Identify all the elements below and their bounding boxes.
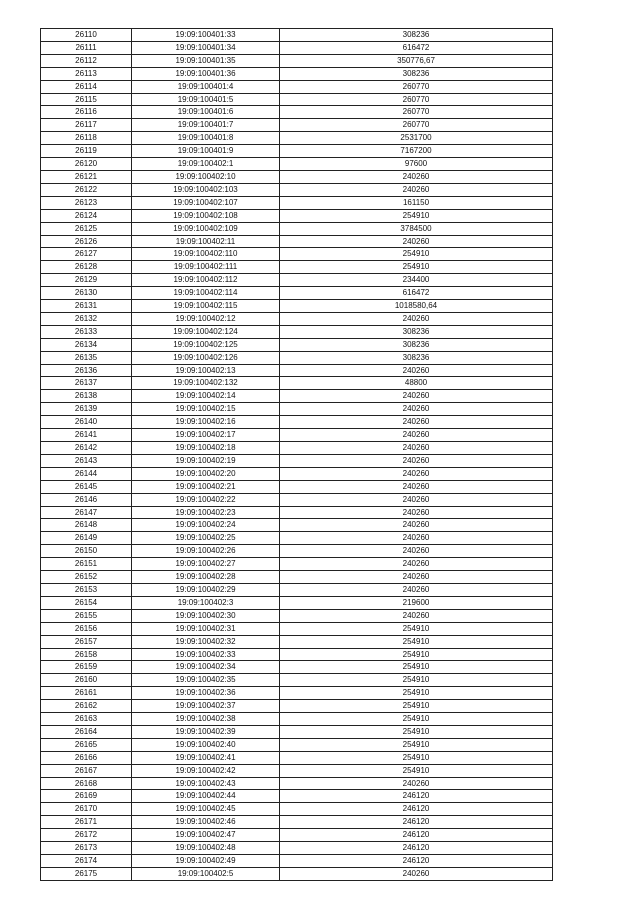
row-number-cell: 26115 <box>41 93 132 106</box>
table-row <box>41 713 553 726</box>
value-cell: 240260 <box>280 403 553 416</box>
value-cell: 240260 <box>280 183 553 196</box>
table-row <box>41 661 553 674</box>
row-number-cell: 26150 <box>41 545 132 558</box>
row-number-cell: 26151 <box>41 558 132 571</box>
cadastral-number-cell: 19:09:100402:34 <box>132 661 280 674</box>
value-cell: 308236 <box>280 325 553 338</box>
table-body <box>41 29 553 881</box>
row-number-cell: 26113 <box>41 67 132 80</box>
table-row <box>41 300 553 313</box>
cadastral-number-cell: 19:09:100402:36 <box>132 687 280 700</box>
table-row <box>41 377 553 390</box>
table-row <box>41 493 553 506</box>
table-row <box>41 648 553 661</box>
cadastral-number-cell: 19:09:100402:124 <box>132 325 280 338</box>
row-number-cell: 26137 <box>41 377 132 390</box>
cadastral-number-cell: 19:09:100402:19 <box>132 454 280 467</box>
row-number-cell: 26166 <box>41 751 132 764</box>
value-cell: 240260 <box>280 506 553 519</box>
row-number-cell: 26129 <box>41 274 132 287</box>
cadastral-number-cell: 19:09:100402:110 <box>132 248 280 261</box>
table-row <box>41 41 553 54</box>
value-cell: 240260 <box>280 867 553 880</box>
value-cell: 240260 <box>280 467 553 480</box>
row-number-cell: 26118 <box>41 132 132 145</box>
table-row <box>41 532 553 545</box>
value-cell: 254910 <box>280 725 553 738</box>
cadastral-number-cell: 19:09:100402:13 <box>132 364 280 377</box>
cadastral-number-cell: 19:09:100402:26 <box>132 545 280 558</box>
row-number-cell: 26162 <box>41 700 132 713</box>
table-row <box>41 106 553 119</box>
row-number-cell: 26171 <box>41 816 132 829</box>
cadastral-number-cell: 19:09:100402:42 <box>132 764 280 777</box>
cadastral-number-cell: 19:09:100401:35 <box>132 54 280 67</box>
cadastral-number-cell: 19:09:100402:108 <box>132 209 280 222</box>
table-row <box>41 506 553 519</box>
value-cell: 240260 <box>280 364 553 377</box>
row-number-cell: 26136 <box>41 364 132 377</box>
row-number-cell: 26149 <box>41 532 132 545</box>
row-number-cell: 26173 <box>41 842 132 855</box>
table-row <box>41 519 553 532</box>
table-row <box>41 145 553 158</box>
table-row <box>41 261 553 274</box>
cadastral-number-cell: 19:09:100402:25 <box>132 532 280 545</box>
value-cell: 1018580,64 <box>280 300 553 313</box>
row-number-cell: 26167 <box>41 764 132 777</box>
value-cell: 308236 <box>280 338 553 351</box>
table-row <box>41 67 553 80</box>
row-number-cell: 26168 <box>41 777 132 790</box>
value-cell: 97600 <box>280 158 553 171</box>
row-number-cell: 26114 <box>41 80 132 93</box>
table-row <box>41 764 553 777</box>
table-row <box>41 829 553 842</box>
value-cell: 254910 <box>280 700 553 713</box>
cadastral-number-cell: 19:09:100402:33 <box>132 648 280 661</box>
table-row <box>41 867 553 880</box>
row-number-cell: 26148 <box>41 519 132 532</box>
value-cell: 246120 <box>280 816 553 829</box>
cadastral-number-cell: 19:09:100402:47 <box>132 829 280 842</box>
table-row <box>41 429 553 442</box>
table-row <box>41 687 553 700</box>
cadastral-number-cell: 19:09:100402:111 <box>132 261 280 274</box>
value-cell: 260770 <box>280 119 553 132</box>
row-number-cell: 26127 <box>41 248 132 261</box>
table-row <box>41 93 553 106</box>
table-row <box>41 183 553 196</box>
row-number-cell: 26142 <box>41 442 132 455</box>
row-number-cell: 26143 <box>41 454 132 467</box>
row-number-cell: 26130 <box>41 287 132 300</box>
cadastral-number-cell: 19:09:100402:37 <box>132 700 280 713</box>
row-number-cell: 26161 <box>41 687 132 700</box>
cadastral-number-cell: 19:09:100402:22 <box>132 493 280 506</box>
table-row <box>41 777 553 790</box>
row-number-cell: 26124 <box>41 209 132 222</box>
value-cell: 240260 <box>280 558 553 571</box>
table-row <box>41 480 553 493</box>
value-cell: 246120 <box>280 829 553 842</box>
value-cell: 254910 <box>280 648 553 661</box>
value-cell: 246120 <box>280 842 553 855</box>
table-row <box>41 442 553 455</box>
cadastral-number-cell: 19:09:100402:18 <box>132 442 280 455</box>
row-number-cell: 26131 <box>41 300 132 313</box>
table-row <box>41 29 553 42</box>
value-cell: 246120 <box>280 790 553 803</box>
value-cell: 7167200 <box>280 145 553 158</box>
cadastral-number-cell: 19:09:100402:5 <box>132 867 280 880</box>
cadastral-number-cell: 19:09:100402:49 <box>132 855 280 868</box>
table-row <box>41 158 553 171</box>
cadastral-number-cell: 19:09:100402:112 <box>132 274 280 287</box>
table-row <box>41 622 553 635</box>
row-number-cell: 26119 <box>41 145 132 158</box>
cadastral-number-cell: 19:09:100402:21 <box>132 480 280 493</box>
table-row <box>41 390 553 403</box>
cadastral-number-cell: 19:09:100401:33 <box>132 29 280 42</box>
cadastral-number-cell: 19:09:100402:125 <box>132 338 280 351</box>
row-number-cell: 26120 <box>41 158 132 171</box>
value-cell: 260770 <box>280 80 553 93</box>
cadastral-number-cell: 19:09:100401:4 <box>132 80 280 93</box>
value-cell: 240260 <box>280 454 553 467</box>
cadastral-number-cell: 19:09:100402:12 <box>132 312 280 325</box>
row-number-cell: 26156 <box>41 622 132 635</box>
value-cell: 616472 <box>280 287 553 300</box>
cadastral-number-cell: 19:09:100401:5 <box>132 93 280 106</box>
data-table <box>40 28 553 881</box>
value-cell: 308236 <box>280 67 553 80</box>
table-row <box>41 235 553 248</box>
table-row <box>41 842 553 855</box>
cadastral-number-cell: 19:09:100402:1 <box>132 158 280 171</box>
row-number-cell: 26172 <box>41 829 132 842</box>
row-number-cell: 26135 <box>41 351 132 364</box>
row-number-cell: 26111 <box>41 41 132 54</box>
value-cell: 2531700 <box>280 132 553 145</box>
cadastral-number-cell: 19:09:100402:28 <box>132 571 280 584</box>
table-row <box>41 54 553 67</box>
cadastral-number-cell: 19:09:100402:31 <box>132 622 280 635</box>
value-cell: 240260 <box>280 429 553 442</box>
row-number-cell: 26132 <box>41 312 132 325</box>
cadastral-number-cell: 19:09:100401:8 <box>132 132 280 145</box>
row-number-cell: 26128 <box>41 261 132 274</box>
value-cell: 254910 <box>280 674 553 687</box>
cadastral-number-cell: 19:09:100402:16 <box>132 416 280 429</box>
row-number-cell: 26117 <box>41 119 132 132</box>
row-number-cell: 26175 <box>41 867 132 880</box>
cadastral-number-cell: 19:09:100402:11 <box>132 235 280 248</box>
row-number-cell: 26169 <box>41 790 132 803</box>
table-row <box>41 571 553 584</box>
table-row <box>41 287 553 300</box>
value-cell: 240260 <box>280 777 553 790</box>
row-number-cell: 26159 <box>41 661 132 674</box>
cadastral-number-cell: 19:09:100402:14 <box>132 390 280 403</box>
value-cell: 308236 <box>280 29 553 42</box>
table-row <box>41 790 553 803</box>
cadastral-number-cell: 19:09:100402:44 <box>132 790 280 803</box>
row-number-cell: 26153 <box>41 583 132 596</box>
table-row <box>41 725 553 738</box>
cadastral-number-cell: 19:09:100402:132 <box>132 377 280 390</box>
table-row <box>41 467 553 480</box>
value-cell: 254910 <box>280 209 553 222</box>
value-cell: 254910 <box>280 687 553 700</box>
value-cell: 240260 <box>280 390 553 403</box>
row-number-cell: 26158 <box>41 648 132 661</box>
table-row <box>41 132 553 145</box>
row-number-cell: 26122 <box>41 183 132 196</box>
row-number-cell: 26123 <box>41 196 132 209</box>
row-number-cell: 26126 <box>41 235 132 248</box>
row-number-cell: 26141 <box>41 429 132 442</box>
value-cell: 240260 <box>280 480 553 493</box>
row-number-cell: 26134 <box>41 338 132 351</box>
value-cell: 48800 <box>280 377 553 390</box>
table-row <box>41 596 553 609</box>
table-row <box>41 403 553 416</box>
value-cell: 254910 <box>280 635 553 648</box>
cadastral-number-cell: 19:09:100402:3 <box>132 596 280 609</box>
cadastral-number-cell: 19:09:100402:15 <box>132 403 280 416</box>
cadastral-number-cell: 19:09:100402:24 <box>132 519 280 532</box>
row-number-cell: 26147 <box>41 506 132 519</box>
table-row <box>41 364 553 377</box>
value-cell: 161150 <box>280 196 553 209</box>
table-row <box>41 751 553 764</box>
value-cell: 254910 <box>280 764 553 777</box>
value-cell: 240260 <box>280 532 553 545</box>
cadastral-number-cell: 19:09:100402:17 <box>132 429 280 442</box>
value-cell: 240260 <box>280 493 553 506</box>
table-row <box>41 635 553 648</box>
value-cell: 240260 <box>280 519 553 532</box>
row-number-cell: 26116 <box>41 106 132 119</box>
value-cell: 240260 <box>280 312 553 325</box>
cadastral-number-cell: 19:09:100402:32 <box>132 635 280 648</box>
row-number-cell: 26110 <box>41 29 132 42</box>
table-row <box>41 338 553 351</box>
cadastral-number-cell: 19:09:100402:35 <box>132 674 280 687</box>
row-number-cell: 26112 <box>41 54 132 67</box>
value-cell: 3784500 <box>280 222 553 235</box>
value-cell: 254910 <box>280 622 553 635</box>
value-cell: 240260 <box>280 545 553 558</box>
cadastral-number-cell: 19:09:100402:20 <box>132 467 280 480</box>
row-number-cell: 26170 <box>41 803 132 816</box>
table-row <box>41 545 553 558</box>
cadastral-number-cell: 19:09:100402:107 <box>132 196 280 209</box>
value-cell: 308236 <box>280 351 553 364</box>
table-row <box>41 700 553 713</box>
table-row <box>41 816 553 829</box>
row-number-cell: 26121 <box>41 170 132 183</box>
value-cell: 240260 <box>280 416 553 429</box>
cadastral-number-cell: 19:09:100401:6 <box>132 106 280 119</box>
table-row <box>41 274 553 287</box>
value-cell: 240260 <box>280 235 553 248</box>
cadastral-number-cell: 19:09:100402:126 <box>132 351 280 364</box>
value-cell: 616472 <box>280 41 553 54</box>
row-number-cell: 26145 <box>41 480 132 493</box>
cadastral-number-cell: 19:09:100402:29 <box>132 583 280 596</box>
value-cell: 254910 <box>280 661 553 674</box>
table-row <box>41 583 553 596</box>
value-cell: 240260 <box>280 571 553 584</box>
value-cell: 260770 <box>280 93 553 106</box>
cadastral-number-cell: 19:09:100402:109 <box>132 222 280 235</box>
value-cell: 254910 <box>280 738 553 751</box>
table-row <box>41 558 553 571</box>
table-row <box>41 803 553 816</box>
row-number-cell: 26152 <box>41 571 132 584</box>
cadastral-number-cell: 19:09:100402:10 <box>132 170 280 183</box>
value-cell: 254910 <box>280 713 553 726</box>
cadastral-number-cell: 19:09:100402:38 <box>132 713 280 726</box>
cadastral-number-cell: 19:09:100402:30 <box>132 609 280 622</box>
cadastral-number-cell: 19:09:100402:48 <box>132 842 280 855</box>
row-number-cell: 26163 <box>41 713 132 726</box>
row-number-cell: 26160 <box>41 674 132 687</box>
table-row <box>41 248 553 261</box>
table-row <box>41 351 553 364</box>
row-number-cell: 26139 <box>41 403 132 416</box>
value-cell: 240260 <box>280 583 553 596</box>
cadastral-number-cell: 19:09:100402:43 <box>132 777 280 790</box>
row-number-cell: 26144 <box>41 467 132 480</box>
row-number-cell: 26125 <box>41 222 132 235</box>
row-number-cell: 26155 <box>41 609 132 622</box>
value-cell: 254910 <box>280 261 553 274</box>
table-row <box>41 674 553 687</box>
table-row <box>41 312 553 325</box>
row-number-cell: 26140 <box>41 416 132 429</box>
table-row <box>41 222 553 235</box>
table-row <box>41 416 553 429</box>
value-cell: 254910 <box>280 751 553 764</box>
value-cell: 234400 <box>280 274 553 287</box>
table-row <box>41 196 553 209</box>
cadastral-number-cell: 19:09:100402:41 <box>132 751 280 764</box>
value-cell: 246120 <box>280 803 553 816</box>
cadastral-number-cell: 19:09:100402:103 <box>132 183 280 196</box>
row-number-cell: 26133 <box>41 325 132 338</box>
row-number-cell: 26154 <box>41 596 132 609</box>
cadastral-number-cell: 19:09:100402:115 <box>132 300 280 313</box>
cadastral-number-cell: 19:09:100402:40 <box>132 738 280 751</box>
table-row <box>41 325 553 338</box>
row-number-cell: 26174 <box>41 855 132 868</box>
cadastral-number-cell: 19:09:100401:36 <box>132 67 280 80</box>
table-row <box>41 855 553 868</box>
table-row <box>41 80 553 93</box>
row-number-cell: 26146 <box>41 493 132 506</box>
table-row <box>41 170 553 183</box>
cadastral-number-cell: 19:09:100402:45 <box>132 803 280 816</box>
value-cell: 254910 <box>280 248 553 261</box>
value-cell: 219600 <box>280 596 553 609</box>
row-number-cell: 26138 <box>41 390 132 403</box>
cadastral-number-cell: 19:09:100401:34 <box>132 41 280 54</box>
value-cell: 240260 <box>280 609 553 622</box>
cadastral-number-cell: 19:09:100402:23 <box>132 506 280 519</box>
cadastral-number-cell: 19:09:100401:7 <box>132 119 280 132</box>
table-row <box>41 209 553 222</box>
cadastral-number-cell: 19:09:100402:27 <box>132 558 280 571</box>
table-row <box>41 454 553 467</box>
row-number-cell: 26165 <box>41 738 132 751</box>
table-row <box>41 119 553 132</box>
cadastral-number-cell: 19:09:100402:39 <box>132 725 280 738</box>
value-cell: 240260 <box>280 442 553 455</box>
table-row <box>41 738 553 751</box>
row-number-cell: 26164 <box>41 725 132 738</box>
cadastral-number-cell: 19:09:100402:46 <box>132 816 280 829</box>
value-cell: 260770 <box>280 106 553 119</box>
cadastral-number-cell: 19:09:100401:9 <box>132 145 280 158</box>
table-row <box>41 609 553 622</box>
value-cell: 240260 <box>280 170 553 183</box>
row-number-cell: 26157 <box>41 635 132 648</box>
value-cell: 246120 <box>280 855 553 868</box>
cadastral-number-cell: 19:09:100402:114 <box>132 287 280 300</box>
value-cell: 350776,67 <box>280 54 553 67</box>
